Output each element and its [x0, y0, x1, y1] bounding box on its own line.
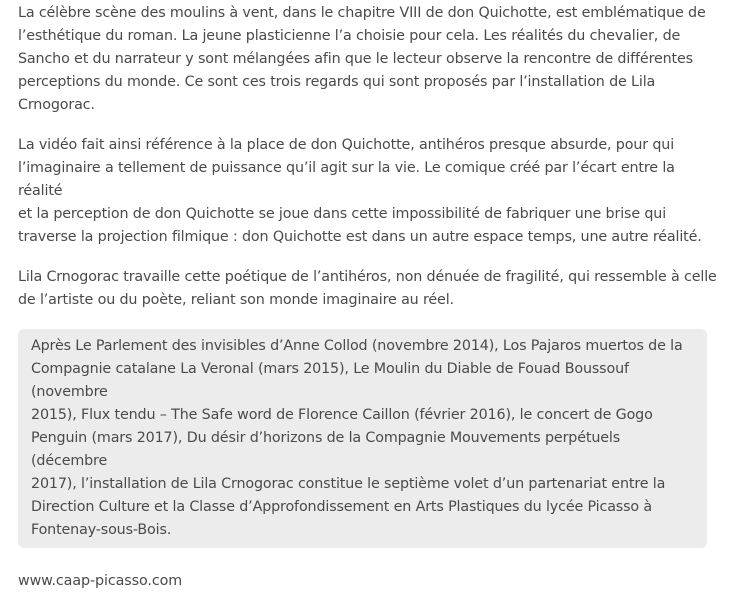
- paragraph-video: La vidéo fait ainsi référence à la place de don Quichotte, antihéros presque absurde, pour qui l’imaginaire a tellement de puissance qu’il agit sur la vie. Le comique créé par l’écart entre la réalité et la perception de don Quichotte se joue dans cette impossibilité de fabriquer une brise qui traverse la projection filmique : don Quichotte est dans un autre espace temps, une autre réalité.: [18, 137, 702, 245]
- article-content: [18, 2, 718, 593]
- paragraph-windmills: La célèbre scène des moulins à vent, dans le chapitre VIII de don Quichotte, est emblématique de l’esthétique du roman. La jeune plasticienne l’a choisie pour cela. Les réalités du chevalier, de Sancho et du narrateur y sont mélangées afin que le lecteur observe la rencontre de différentes perceptions du monde. Ce sont ces trois regards qui sont proposés par l’installation de Lila Crnogorac.: [18, 5, 706, 113]
- partnership-note-text: Après Le Parlement des invisibles d’Anne Collod (novembre 2014), Los Pajaros muertos de la Compagnie catalane La Veronal (mars 2015), Le Moulin du Diable de Fouad Boussouf (novembre 2015), Flux tendu – The Safe word de Florence Caillon (février 2016), le concert de Gogo Penguin (mars 2017), Du désir d’horizons de la Compagnie Mouvements perpétuels (décembre 2017), l’installation de Lila Crnogorac constitue le septième volet d’un partenariat entre la Direction Culture et la Classe d’Approfondissement en Arts Plastiques du lycée Picasso à Fontenay-sous-Bois.: [31, 338, 683, 538]
- partnership-note-box: [18, 329, 707, 548]
- paragraph-antihero: Lila Crnogorac travaille cette poétique de l’antihéros, non dénuée de fragilité, qui ressemble à celle de l’artiste ou du poète, reliant son monde imaginaire au réel.: [18, 269, 717, 308]
- source-text: www.caap-picasso.com: [18, 573, 183, 589]
